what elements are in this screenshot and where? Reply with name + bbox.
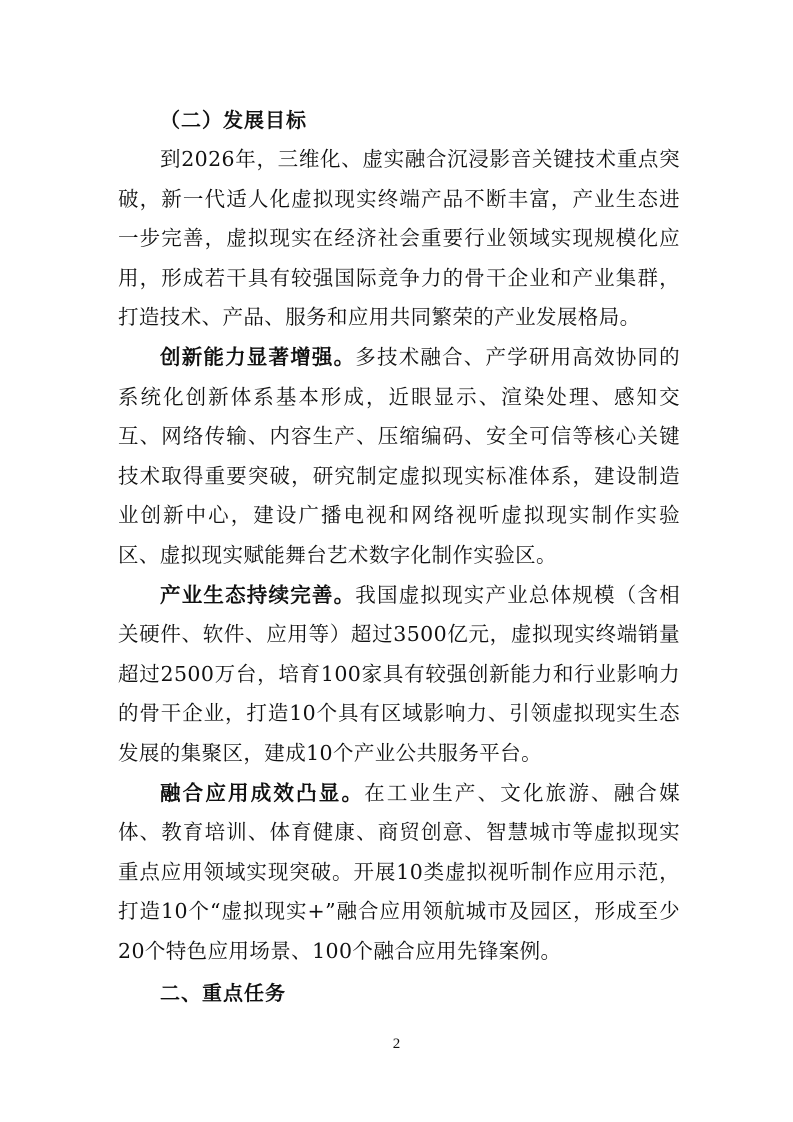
overview-paragraph: 到2026年，三维化、虚实融合沉浸影音关键技术重点突破，新一代适人化虚拟现实终端产品不断丰富，产业生态进一步完善，虚拟现实在经济社会重要行业领域实现规模化应用，形成若干具有较强国际竞争力的骨干企业和产业集群，打造技术、产品、服务和应用共同繁荣的产业发展格局。 [118,147,680,330]
document-body [118,100,680,1013]
page-number: 2 [392,1036,401,1052]
ecosystem-text: 我国虚拟现实产业总体规模（含相关硬件、软件、应用等）超过3500亿元，虚拟现实终端销量超过2500万台，培育100家具有较强创新能力和行业影响力的骨干企业，打造10个具有区域影响力、引领虚拟现实生态发展的集聚区，建成10个产业公共服务平台。 [118,582,680,765]
application-text: 在工业生产、文化旅游、融合媒体、教育培训、体育健康、商贸创意、智慧城市等虚拟现实重点应用领域实现突破。开展10类虚拟视听制作应用示范，打造10个“虚拟现实+”融合应用领航城市及园区，形成至少20个特色应用场景、100个融合应用先锋案例。 [118,780,680,963]
section-tasks-heading: 二、重点任务 [160,981,286,1006]
section-goal-heading: （二）发展目标 [160,108,307,132]
innovation-paragraph [118,338,680,576]
application-lead: 融合应用成效凸显。 [160,780,365,805]
application-paragraph [118,774,680,972]
innovation-lead: 创新能力显著增强。 [160,344,356,369]
innovation-text: 多技术融合、产学研用高效协同的系统化创新体系基本形成，近眼显示、渲染处理、感知交互、网络传输、内容生产、压缩编码、安全可信等核心关键技术取得重要突破，研究制定虚拟现实标准体系，建设制造业创新中心，建设广播电视和网络视听虚拟现实制作实验区、虚拟现实赋能舞台艺术数字化制作实验区。 [118,344,680,567]
ecosystem-paragraph [118,576,680,774]
ecosystem-lead: 产业生态持续完善。 [160,582,356,607]
